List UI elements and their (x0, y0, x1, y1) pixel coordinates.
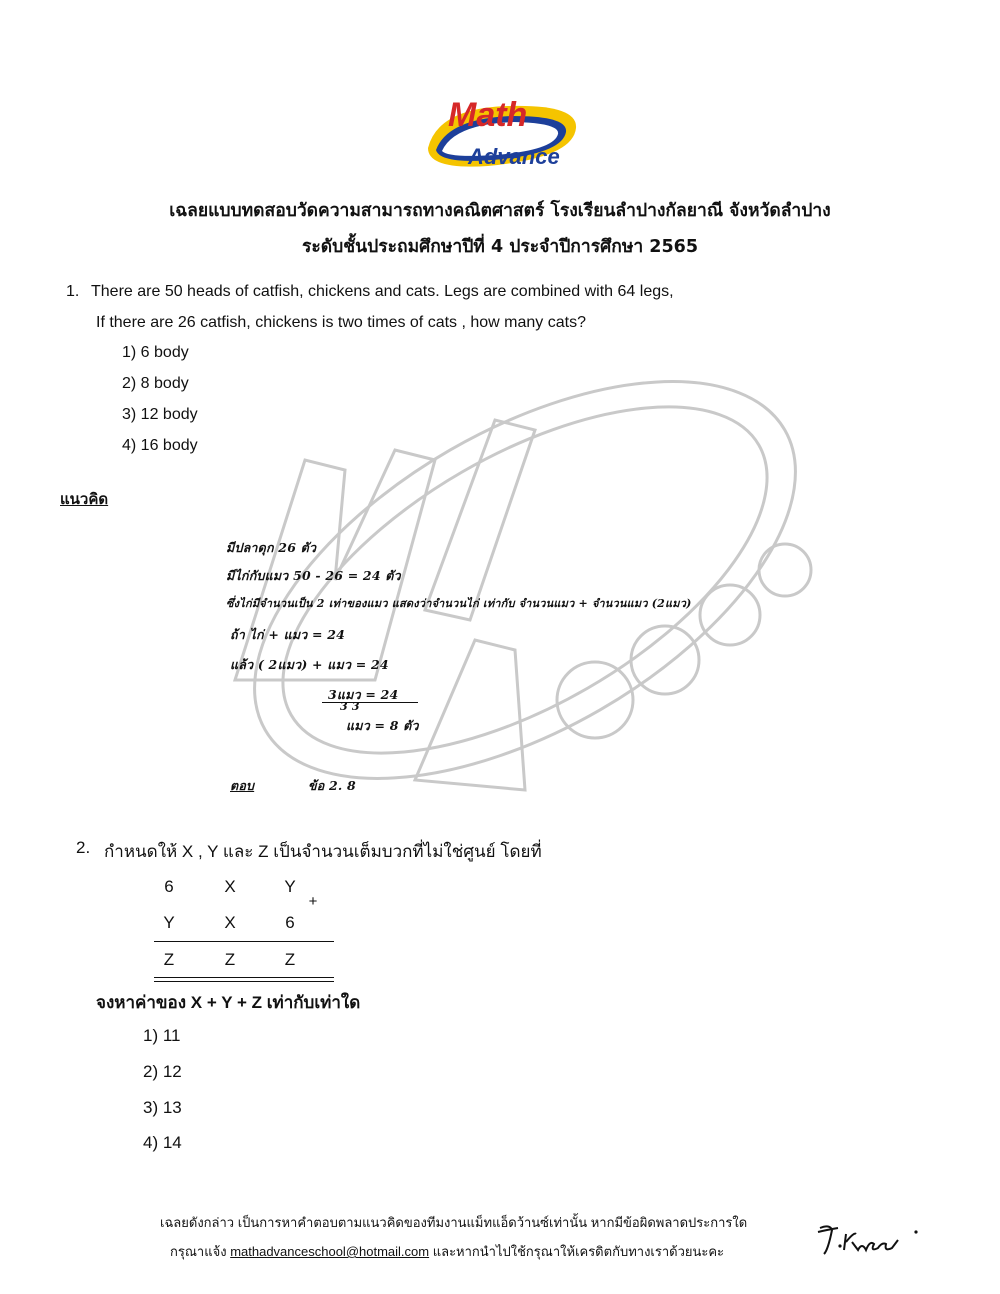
page-title: เฉลยแบบทดสอบวัดความสามารถทางคณิตศาสตร์ โรงเรียนลำปางกัลยาณี จังหวัดลำปาง (169, 201, 831, 221)
solution-line-8: แมว = 8 ตัว (346, 718, 419, 733)
solution-line-6: 3แมว = 24 (328, 687, 399, 702)
grid-r3-c2: Z (224, 950, 236, 969)
solution-heading: แนวคิด (60, 490, 109, 508)
q2-option-1: 1) 11 (143, 1026, 181, 1045)
grid-r1-c2: X (224, 877, 236, 896)
question-1-line-2: If there are 26 catfish, chickens is two times of cats , how many cats? (96, 314, 586, 331)
q2-option-3: 3) 13 (143, 1098, 182, 1117)
sum-line-bottom-1 (154, 977, 334, 978)
footer-line-2 (170, 1241, 724, 1262)
question-2-number: 2. (76, 838, 91, 857)
question-2-prompt: กำหนดให้ X , Y และ Z เป็นจำนวนเต็มบวกที่ไม่ใช่ศูนย์ โดยที่ (104, 842, 542, 861)
footer-line-1: เฉลยดังกล่าว เป็นการหาคำตอบตามแนวคิดของทีมงานแม็ทแอ็ดว้านซ์เท่านั้น หากมีข้อผิดพลาดประการใด (160, 1215, 748, 1230)
solution-line-4: ถ้า ไก่ + แมว = 24 (230, 627, 346, 642)
solution-line-5: แล้ว ( 2แมว) + แมว = 24 (230, 657, 389, 672)
q1-option-3: 3) 12 body (122, 406, 198, 423)
logo-advance-text: Advance (468, 144, 560, 169)
question-1-number: 1. (66, 283, 80, 300)
signature (812, 1220, 932, 1260)
grid-r2-c3: 6 (285, 913, 295, 932)
math-advance-logo (418, 88, 584, 174)
page-subtitle: ระดับชั้นประถมศึกษาปีที่ 4 ประจำปีการศึกษา 2565 (301, 237, 698, 257)
q2-option-4: 4) 14 (143, 1133, 182, 1152)
footer-contact-prefix: กรุณาแจ้ง (170, 1244, 227, 1259)
fraction-bar (322, 702, 418, 703)
grid-r3-c1: Z (163, 950, 175, 969)
sum-line-top (154, 941, 334, 942)
footer-email-link[interactable]: mathadvanceschool@hotmail.com (230, 1244, 430, 1259)
q1-option-4: 4) 16 body (122, 437, 198, 454)
answer-label: ตอบ (230, 778, 255, 793)
question-2-ask: จงหาค่าของ X + Y + Z เท่ากับเท่าใด (96, 993, 361, 1012)
logo-math-text: Math (448, 96, 528, 134)
solution-line-2: มีไก่กับแมว 50 - 26 = 24 ตัว (226, 568, 401, 583)
solution-line-1: มีปลาดุก 26 ตัว (226, 540, 317, 555)
sum-line-bottom-2 (154, 981, 334, 982)
q2-option-2: 2) 12 (143, 1062, 182, 1081)
grid-r1-c1: 6 (164, 877, 174, 896)
grid-r3-c3: Z (284, 950, 296, 969)
solution-line-3: ซึ่งไก่มีจำนวนเป็น 2 เท่าของแมว แสดงว่าจำนวนไก่ เท่ากับ จำนวนแมว + จำนวนแมว (2แมว) (226, 597, 692, 610)
question-1-line-1: There are 50 heads of catfish, chickens and cats. Legs are combined with 64 legs, (91, 283, 674, 300)
q1-option-2: 2) 8 body (122, 375, 189, 392)
grid-r2-c2: X (224, 913, 236, 932)
plus-sign: + (308, 893, 318, 910)
footer-credit-text: และหากนำไปใช้กรุณาให้เครดิตกับทางเราด้วยนะคะ (432, 1244, 725, 1259)
solution-line-7: 3 3 (340, 700, 360, 713)
grid-r2-c1: Y (163, 913, 175, 932)
answer-value: ข้อ 2. 8 (308, 778, 356, 793)
q1-option-1: 1) 6 body (122, 344, 189, 361)
grid-r1-c3: Y (284, 877, 296, 896)
